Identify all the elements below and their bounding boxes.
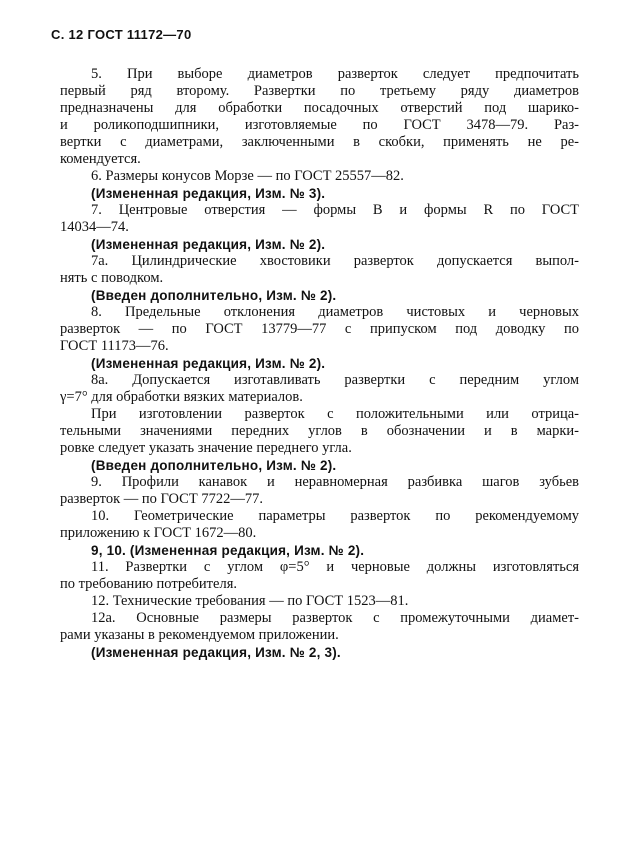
amendment-note: (Измененная редакция, Изм. № 2). bbox=[91, 356, 326, 371]
text-line: При изготовлении разверток с положительными или отрица- bbox=[91, 406, 579, 422]
text-line: ГОСТ 11173—76. bbox=[60, 338, 169, 354]
text-line: 10. Геометрические параметры разверток по рекомендуемому bbox=[91, 508, 579, 524]
text-line: комендуется. bbox=[60, 151, 141, 167]
amendment-note: (Измененная редакция, Изм. № 3). bbox=[91, 186, 326, 201]
text-line: 11. Развертки с углом φ=5° и черновые должны изготовляться bbox=[91, 559, 579, 575]
text-line: разверток — по ГОСТ 13779—77 с припуском под доводку по bbox=[60, 321, 579, 337]
amendment-note: (Введен дополнительно, Изм. № 2). bbox=[91, 458, 337, 473]
text-line: предназначены для обработки посадочных отверстий под шарико- bbox=[60, 100, 579, 116]
page-header: С. 12 ГОСТ 11172—70 bbox=[51, 27, 192, 42]
text-line: по требованию потребителя. bbox=[60, 576, 237, 592]
text-line: 7. Центровые отверстия — формы В и формы R по ГОСТ bbox=[91, 202, 579, 218]
amendment-note: 9, 10. (Измененная редакция, Изм. № 2). bbox=[91, 543, 365, 558]
text-line: 5. При выборе диаметров разверток следует предпочитать bbox=[91, 66, 579, 82]
text-line: 8. Предельные отклонения диаметров чистовых и черновых bbox=[91, 304, 579, 320]
text-line: 8а. Допускается изготавливать развертки с передним углом bbox=[91, 372, 579, 388]
text-line: приложению к ГОСТ 1672—80. bbox=[60, 525, 257, 541]
text-line: 12. Технические требования — по ГОСТ 1523—81. bbox=[91, 593, 409, 609]
text-line: 9. Профили канавок и неравномерная разбивка шагов зубьев bbox=[91, 474, 579, 490]
text-line: разверток — по ГОСТ 7722—77. bbox=[60, 491, 263, 507]
text-line: ровке следует указать значение переднего угла. bbox=[60, 440, 352, 456]
text-line: 7а. Цилиндрические хвостовики разверток допускается выпол- bbox=[91, 253, 579, 269]
text-line: первый ряд второму. Развертки по третьему ряду диаметров bbox=[60, 83, 579, 99]
text-line: 6. Размеры конусов Морзе — по ГОСТ 25557—82. bbox=[91, 168, 404, 184]
text-line: γ=7° для обработки вязких материалов. bbox=[60, 389, 303, 405]
text-line: рами указаны в рекомендуемом приложении. bbox=[60, 627, 339, 643]
text-line: и роликоподшипники, изготовляемые по ГОСТ 3478—79. Раз- bbox=[60, 117, 579, 133]
amendment-note: (Измененная редакция, Изм. № 2, 3). bbox=[91, 645, 341, 660]
text-line: 14034—74. bbox=[60, 219, 129, 235]
amendment-note: (Введен дополнительно, Изм. № 2). bbox=[91, 288, 337, 303]
text-line: тельными значениями передних углов в обозначении и в марки- bbox=[60, 423, 579, 439]
amendment-note: (Измененная редакция, Изм. № 2). bbox=[91, 237, 326, 252]
text-line: вертки с диаметрами, заключенными в скобки, применять не ре- bbox=[60, 134, 579, 150]
text-line: нять с поводком. bbox=[60, 270, 164, 286]
text-line: 12а. Основные размеры разверток с промежуточными диамет- bbox=[91, 610, 579, 626]
